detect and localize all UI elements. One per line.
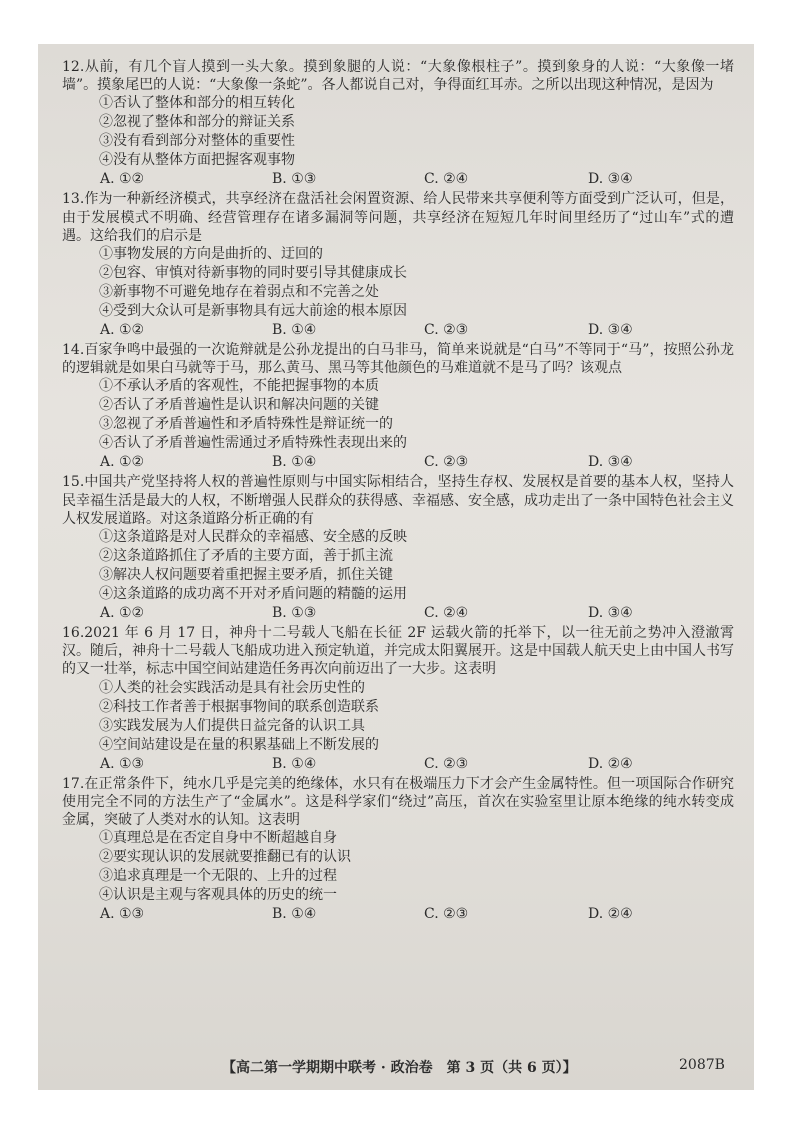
answer-options xyxy=(62,321,734,339)
statement: ①不承认矛盾的客观性，不能把握事物的本质 xyxy=(99,378,379,395)
statement: ③没有看到部分对整体的重要性 xyxy=(99,133,295,150)
option-a: A. ①③ xyxy=(100,906,145,923)
question-13 xyxy=(62,190,734,339)
question-stem xyxy=(62,775,734,830)
statement: ③实践发展为人们提供日益完备的认识工具 xyxy=(99,717,365,734)
question-text: 从前，有几个盲人摸到一头大象。摸到象腿的人说：“大象像根柱子”。摸到象身的人说：“大象像一堵墙”。摸象尾巴的人说：“大象像一条蛇”。各人都说自己对，争得面红耳赤。之所以出现这种情况，是因为 xyxy=(62,59,734,94)
answer-options xyxy=(62,604,734,622)
question-stem xyxy=(62,624,734,679)
statement: ④否认了矛盾普遍性需通过矛盾特殊性表现出来的 xyxy=(99,435,407,452)
question-stem xyxy=(62,58,734,94)
option-b: B. ①④ xyxy=(272,906,317,923)
option-c: C. ②③ xyxy=(424,906,469,923)
statement: ④认识是主观与客观具体的历史的统一 xyxy=(99,887,337,904)
question-number: 12. xyxy=(62,59,85,75)
question-text: 中国共产党坚持将人权的普遍性原则与中国实际相结合，坚持生存权、发展权是首要的基本人权，坚持人民幸福生活是最大的人权，不断增强人民群众的获得感、幸福感、安全感，成功走出了一条中国特色社会主义人权发展道路。对这条道路分析正确的有 xyxy=(62,474,734,527)
question-stem xyxy=(62,473,734,528)
statement: ④这条道路的成功离不开对矛盾问题的精髓的运用 xyxy=(99,586,407,603)
option-d: D. ③④ xyxy=(588,171,633,188)
question-text: 在正常条件下，纯水几乎是完美的绝缘体，水只有在极端压力下才会产生金属特性。但一项国际合作研究使用完全不同的方法生产了“金属水”。这是科学家们“绕过”高压，首次在实验室里让原本绝缘的纯水转变成金属，突破了人类对水的认知。这表明 xyxy=(62,775,734,829)
statement: ①否认了整体和部分的相互转化 xyxy=(99,95,295,112)
question-17 xyxy=(62,775,734,924)
option-c: C. ②③ xyxy=(424,454,469,471)
statement: ②要实现认识的发展就要推翻已有的认识 xyxy=(99,849,351,866)
option-c: C. ②③ xyxy=(424,322,469,339)
answer-options xyxy=(62,755,734,773)
option-d: D. ③④ xyxy=(588,322,633,339)
statement: ③新事物不可避免地存在着弱点和不完善之处 xyxy=(99,284,379,301)
statement: ④空间站建设是在量的积累基础上不断发展的 xyxy=(99,736,379,753)
option-d: D. ②④ xyxy=(588,755,633,772)
question-text: 百家争鸣中最强的一次诡辩就是公孙龙提出的白马非马，简单来说就是“白马”不等同于“马”，按照公孙龙的逻辑就是如果白马就等于马，那么黄马、黑马等其他颜色的马难道就不是马了吗？该观点 xyxy=(62,342,734,377)
option-b: B. ①④ xyxy=(272,322,317,339)
statement: ②包容、审慎对待新事物的同时要引导其健康成长 xyxy=(99,265,407,282)
statement: ②忽视了整体和部分的辩证关系 xyxy=(99,114,295,131)
option-d: D. ②④ xyxy=(588,906,633,923)
option-b: B. ①④ xyxy=(272,454,317,471)
exam-content xyxy=(62,58,734,925)
statement: ②否认了矛盾普遍性是认识和解决问题的关键 xyxy=(99,397,379,414)
option-d: D. ③④ xyxy=(588,605,633,622)
question-16 xyxy=(62,624,734,773)
option-b: B. ①④ xyxy=(272,755,317,772)
statement: ③忽视了矛盾普遍性和矛盾特殊性是辩证统一的 xyxy=(99,416,393,433)
question-stem xyxy=(62,341,734,377)
option-a: A. ①② xyxy=(100,605,145,622)
answer-options xyxy=(62,905,734,923)
statement: ①这条道路是对人民群众的幸福感、安全感的反映 xyxy=(99,529,407,546)
option-a: A. ①② xyxy=(100,454,145,471)
statement: ①真理总是在否定自身中不断超越自身 xyxy=(99,830,337,847)
statement: ④没有从整体方面把握客观事物 xyxy=(99,152,295,169)
option-a: A. ①② xyxy=(100,322,145,339)
question-text: 2021 年 6 月 17 日，神舟十二号载人飞船在长征 2F 运载火箭的托举下，以一往无前之势冲入澄澈霄汉。随后，神舟十二号载人飞船成功进入预定轨道，并完成太阳翼展开。这是中国载人航天史上由中国人书写的又一壮举，标志中国空间站建造任务再次向前迈出了一大步。这表明 xyxy=(62,625,734,678)
question-number: 13. xyxy=(62,191,85,208)
statement: ②这条道路抓住了矛盾的主要方面，善于抓主流 xyxy=(99,548,393,565)
statement: ③解决人权问题要着重把握主要矛盾，抓住关键 xyxy=(99,567,393,584)
answer-options xyxy=(62,170,734,188)
option-d: D. ③④ xyxy=(588,454,633,471)
answer-options xyxy=(62,453,734,471)
question-stem xyxy=(62,190,734,245)
statement: ④受到大众认可是新事物具有远大前途的根本原因 xyxy=(99,303,407,320)
question-12 xyxy=(62,58,734,188)
question-number: 16. xyxy=(62,625,85,642)
question-number: 15. xyxy=(62,474,85,491)
statement: ③追求真理是一个无限的、上升的过程 xyxy=(99,868,337,885)
option-c: C. ②④ xyxy=(424,171,469,188)
option-c: C. ②④ xyxy=(424,605,469,622)
question-15 xyxy=(62,473,734,622)
question-14 xyxy=(62,341,734,471)
statement: ②科技工作者善于根据事物间的联系创造联系 xyxy=(99,698,379,715)
statement: ①人类的社会实践活动是具有社会历史性的 xyxy=(99,679,365,696)
option-a: A. ①② xyxy=(100,171,145,188)
option-b: B. ①③ xyxy=(272,605,317,622)
paper-code: 2087B xyxy=(679,1057,725,1073)
question-text: 作为一种新经济模式，共享经济在盘活社会闲置资源、给人民带来共享便利等方面受到广泛认可，但是，由于发展模式不明确、经营管理存在诸多漏洞等问题，共享经济在短短几年时间里经历了“过山车”式的遭遇。这给我们的启示是 xyxy=(62,191,734,244)
statement: ①事物发展的方向是曲折的、迂回的 xyxy=(99,246,323,263)
question-number: 17. xyxy=(62,775,85,792)
footer-title: 【高二第一学期期中联考 · 政治卷 第 3 页（共 6 页）】 xyxy=(222,1060,577,1076)
option-a: A. ①③ xyxy=(100,755,145,772)
question-number: 14. xyxy=(62,342,85,359)
option-c: C. ②③ xyxy=(424,755,469,772)
option-b: B. ①③ xyxy=(272,171,317,188)
